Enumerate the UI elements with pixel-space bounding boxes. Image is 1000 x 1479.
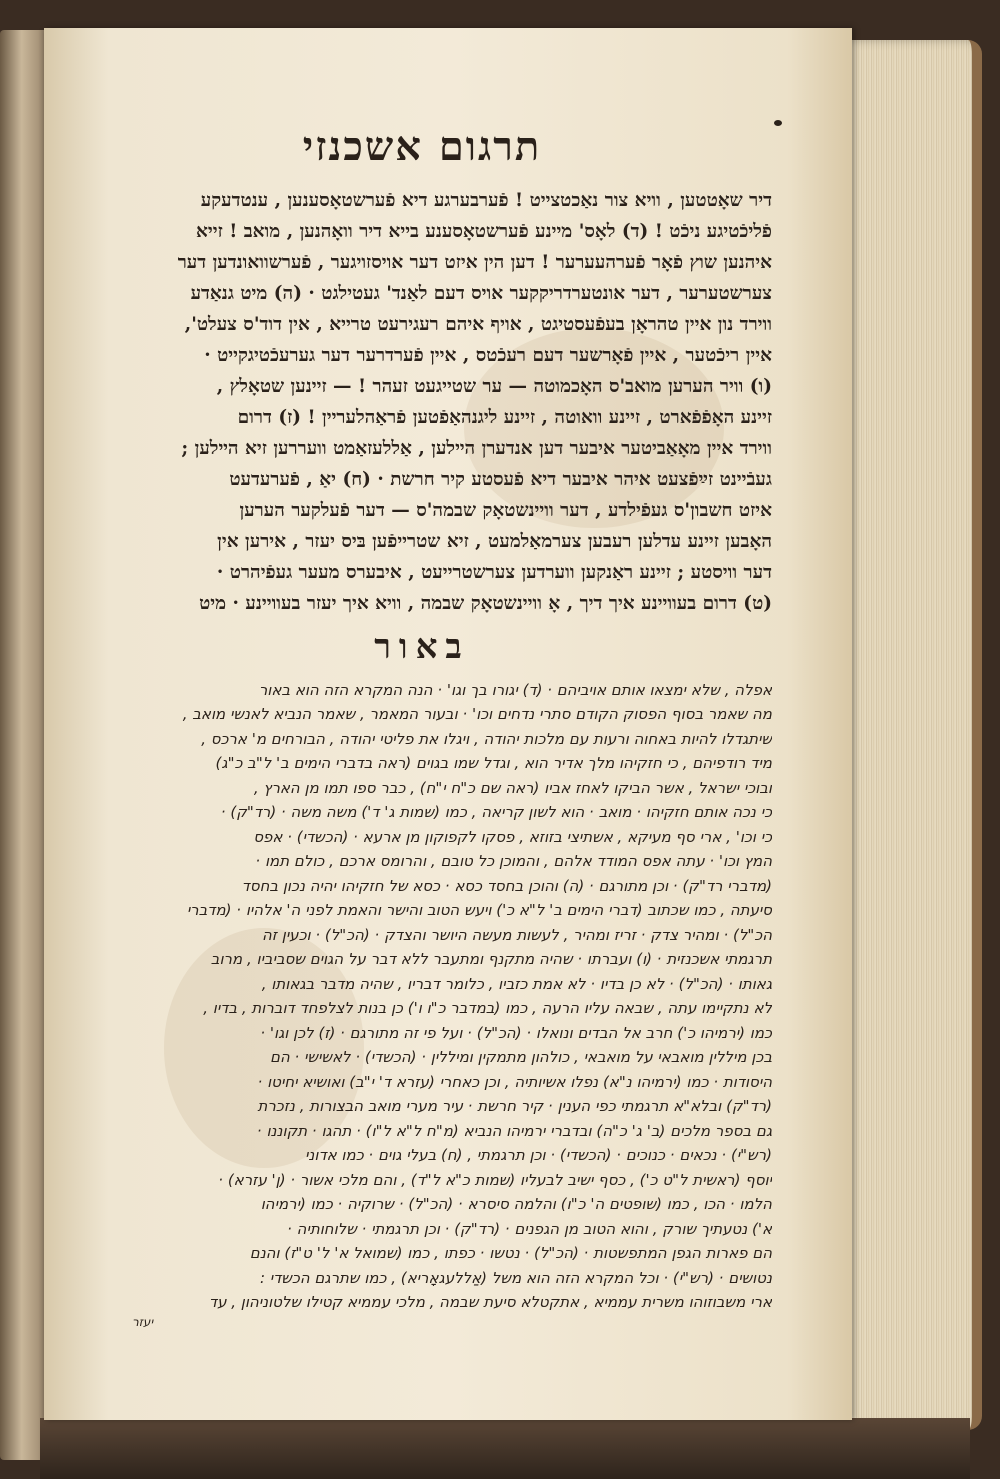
commentary-line: יוסף (ראשית ל"ט כ') , כסף ישיב לבעליו (שמות כ"א ל"ד) , והם מלכי אשור · (ן' עזרא) · — [218, 1170, 772, 1189]
commentary-line: אפלה , שלא ימצאו אותם אויביהם · (ד) יגורו בך וגו' · הנה המקרא הזה הוא באור — [258, 680, 772, 699]
commentary-line: גאותו · (הכ"ל) · לא כן בדיו · לא אמת כזביו , כלומר דבריו , שהיה מדבר בגאותו , — [261, 974, 772, 993]
translation-line: דיר שאָטטען , וויא צור נאַכטצייט ! פֿערבערגע דיא פֿערשטאָסענען , ענטדעקע — [200, 190, 772, 211]
commentary-line: כמו (ירמיהו כ') חרב אל הבדים ונואלו · (הכ"ל) · ועל פי זה מתורגם · (ז) לכן וגו' · — [260, 1023, 772, 1042]
page-title: תרגום אשכנזי — [302, 123, 542, 170]
commentary-line: בכן מיללין מואבאי על מואבאי , כולהון מתמקין ומיללין · (הכשדי) · לאשישי · הם — [269, 1048, 772, 1067]
book-page — [44, 28, 852, 1420]
commentary-line: ובוכי ישראל , אשר הביקו לאחז אביו (ראה שם כ"ח י"ח) , כבר ספו תמו מן הארץ , — [253, 778, 772, 797]
translation-line: האָבען זיינע עדלען רעבען צערמאַלמעט , זיא שטרייפֿען בּיס יעזר , אירען אין — [217, 531, 772, 552]
commentary-line: תרגמתי אשכנזית · (ו) ועברתו · שהיה מתקנף ומתעבר ללא דבר על הגוים שסביביו , מרוב — [210, 950, 772, 969]
translation-block — [72, 185, 772, 619]
commentary-line: המץ וכו' · עתה אפס המודד אלהם , והמוכן כל טובם , והרומס ארכם , כולם תמו · — [255, 852, 772, 871]
page-block-edge — [842, 40, 982, 1430]
commentary-line: מיד רודפיהם , כי חזקיהו מלך אדיר הוא , וגדל שמו בגוים (ראה בדברי הימים ב' ל"ב כ"ג) — [215, 754, 772, 773]
translation-line: איזט חשבון'ס געפֿילדע , דער וויינשטאָק שבמה'ס — דער פֿעלקער הערען — [239, 500, 772, 521]
commentary-line: (רד"ק) ובלא"א תרגמתי כפי הענין · קיר חרשת · עיר מערי מואב הבצורות , נזכרת — [257, 1097, 772, 1116]
translation-line: געבֿיינט זײַפֿצעט איהר איבער דיא פֿעסטע קיר חרשת · (ח) יאַ , פֿערעדעט — [229, 469, 772, 490]
translation-line: איין ריכֿטער , איין פֿאָרשער דעם רעכֿטס , איין פֿערדרער דער גערעכֿטיגקייט · — [204, 345, 772, 366]
commentary-line: (מדברי רד"ק) · וכן מתורגם · (ה) והוכן בחסד כסא · כסא של חזקיהו יהיה נכון בחסד — [241, 876, 772, 895]
translation-line: (ט) דרום בעוויינע איך דיך , אָ וויינשטאָק שבמה , וויא איך יעזר בעוויינע · מיט — [199, 593, 772, 614]
translation-line: צערשטערער , דער אונטערדריקקער אויס דעם לאַנד' געטילגט · (ה) מיט גנאַדע — [190, 283, 772, 304]
left-book-edge — [0, 30, 48, 1460]
commentary-line: הכ"ל) · ומהיר צדק · זריז ומהיר , לעשות מעשה היושר והצדק · (הכ"ל) · וכעין זה — [261, 925, 772, 944]
commentary-line: היסודות · כמו (ירמיהו נ"א) נפלו אשיותיה , וכן כאחרי (עזרא ד' י"ב) ואושיא יחיטו · — [257, 1072, 772, 1091]
ink-mark — [774, 120, 782, 126]
translation-line: דער וויסטע ; זיינע ראַנקען ווערדען צערשטרייעט , איבערס מעער געפֿיהרט · — [216, 562, 772, 583]
translation-line: ווירד נון איין טהראָן בעפֿעסטיגט , אויף איהם רעגירעט טרייא , אין דוד'ס צעלט', — [184, 314, 772, 335]
commentary-line: הלמו · הכו , כמו (שופטים ה' כ"ו) והלמה סיסרא · (הכ"ל) · שרוקיה · כמו (ירמיהו — [260, 1195, 772, 1214]
commentary-line: ארי משבוזוהו משרית עממיא , אתקטלא סיעת שבמה , מלכי עממיא קטילו שלטוניהון , עד — [208, 1293, 772, 1312]
translation-line: ווירד איין מאָאַביטער איבער דען אנדערן הײלען , אַללעזאַמט וועררען זיא הײלען ; — [181, 438, 772, 459]
translation-line: פֿליכֿטיגע ניכֿט ! (ד) לאָס' מיינע פֿערשטאָסענע בייא דיר וואָהנען , מואב ! זייא — [196, 221, 772, 242]
commentary-line: שיתגדלו להיות באחוה ורעות עם מלכות יהודה , ויגלו את פליטי יהודה , הבורחים מ' ארכס , — [201, 729, 772, 748]
section-heading: באור — [374, 627, 470, 667]
commentary-line: מה שאמר בסוף הפסוק הקודם סתרי נדחים וכו' · ובעור המאמר , שאמר הנביא לאנשי מואב , — [182, 705, 772, 724]
commentary-line: סיעתה , כמו שכתוב (דברי הימים ב' ל"א כ') ויעש הטוב והישר והאמת לפני ה' אלהיו · (מדברי — [186, 901, 772, 920]
commentary-line: נטושים · (רש"י) · וכל המקרא הזה הוא משל (אַללעגאָריא) , כמו שתרגם הכשדי : — [259, 1268, 772, 1287]
page-content — [72, 123, 772, 1329]
translation-line: איהנען שוץ פֿאָר פֿערהעערער ! דען הין איזט דער אויסזויגער , פֿערשוואונדען דער — [177, 252, 772, 273]
commentary-line: א') נטעתיך שורק , והוא הטוב מן הגפנים · (רד"ק) · וכן תרגמתי · שלוחותיה · — [287, 1219, 772, 1238]
commentary-line: גם בספר מלכים (ב' ג' כ"ה) ובדברי ירמיהו הנביא (מ"ח ל"א ל"ו) · תהגו · תקוננו · — [256, 1121, 772, 1140]
catchword: יעזר — [132, 1314, 154, 1329]
commentary-line: הם פארות הגפן המתפשטות · (הכ"ל) · נטשו · כפתו , כמו (שמואל א' ל' ט"ז) והנם — [249, 1244, 772, 1263]
commentary-block — [72, 678, 772, 1315]
translation-line: (ו) וויר הערען מואב'ס האָכמוטה — ער שטייגעט זעהר ! — זיינען שטאָלץ , — [216, 376, 772, 397]
translation-line: זיינע האָפֿפֿארט , זיינע וואוטה , זיינע ליגנהאַפֿטען פֿראַהלעריין ! (ז) דרום — [237, 407, 772, 428]
commentary-line: לא נתקיימו עתה , שבאה עליו הרעה , כמו (במדבר כ"ו ו') כן בנות לצלפחד דוברות , בדיו , — [203, 999, 772, 1018]
commentary-line: כי וכו' , ארי סף מעיקא , אשתיצי בזוזא , פסקו לקפוקון מן ארעא · (הכשדי) · אפס — [253, 827, 772, 846]
commentary-line: (רש"י) · נכאים · כנוכים · (הכשדי) · וכן תרגמתי , (ח) בעלי גוים · כמו אדוני — [305, 1146, 772, 1165]
commentary-line: כי נכה אותם חזקיהו · מואב · הוא לשון קריאה , כמו (שמות ג' ד') משה משה · (רד"ק) · — [220, 803, 772, 822]
book-binding — [40, 1418, 970, 1479]
